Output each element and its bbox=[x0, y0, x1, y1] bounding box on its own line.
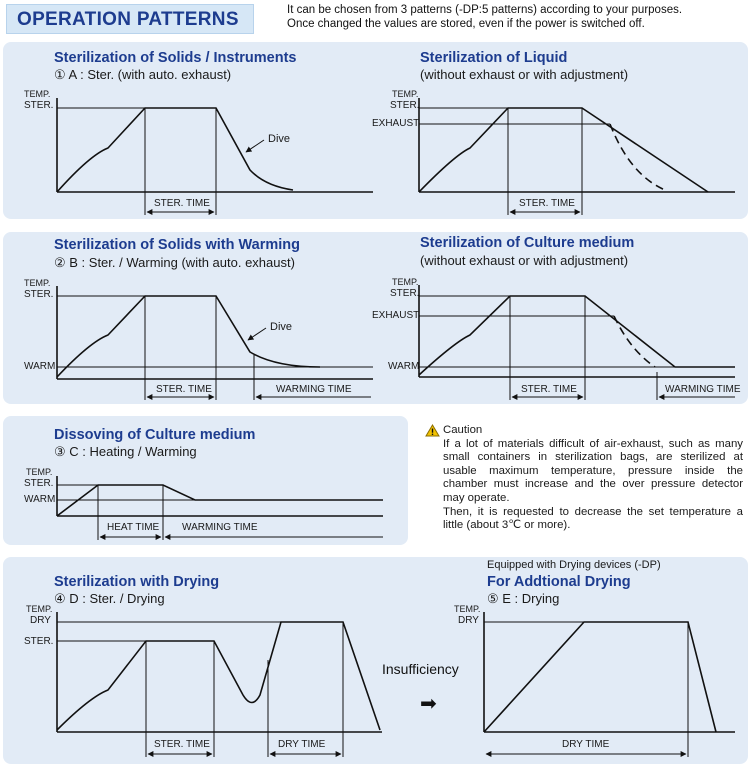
liquid-exhaust-label: EXHAUST bbox=[372, 118, 420, 129]
culture-subtitle: (without exhaust or with adjustment) bbox=[420, 253, 629, 268]
pattern-b-subtitle: ② B : Ster. / Warming (with auto. exhaust) bbox=[54, 255, 295, 270]
graph-c-ster-label: STER. bbox=[24, 478, 54, 489]
graph-e-dry-time: DRY TIME bbox=[562, 739, 610, 750]
graph-a-dive-label: Dive bbox=[268, 133, 291, 145]
graph-a-ster-label: STER. bbox=[24, 100, 54, 111]
pattern-a-title: Sterilization of Solids / Instruments bbox=[54, 50, 297, 66]
pattern-e-subtitle: ⑤ E : Drying bbox=[487, 591, 560, 606]
section-title: OPERATION PATTERNS bbox=[17, 9, 239, 30]
graph-a bbox=[57, 98, 373, 215]
graph-c-temp-label: TEMP. bbox=[26, 467, 53, 477]
graph-c-warming-time: WARMING TIME bbox=[182, 522, 258, 533]
liquid-title: Sterilization of Liquid bbox=[420, 50, 568, 66]
header-note-line2: Once changed the values are stored, even if the power is switched off. bbox=[287, 18, 645, 30]
liquid-temp-label: TEMP. bbox=[392, 89, 419, 99]
pattern-d-title: Sterilization with Drying bbox=[54, 574, 220, 590]
graph-d-ster-label: STER. bbox=[24, 636, 54, 647]
liquid-ster-label: STER. bbox=[390, 100, 420, 111]
graph-liquid bbox=[419, 98, 735, 215]
culture-warm-label: WARM bbox=[388, 361, 420, 372]
culture-temp-label: TEMP. bbox=[392, 277, 419, 287]
graph-d-temp-label: TEMP. bbox=[26, 604, 53, 614]
graph-d-dry-label: DRY bbox=[30, 615, 51, 626]
pattern-a-subtitle: ① A : Ster. (with auto. exhaust) bbox=[54, 67, 232, 82]
graph-a-ster-time: STER. TIME bbox=[154, 198, 210, 209]
graph-c-heat-time: HEAT TIME bbox=[107, 522, 160, 533]
culture-exhaust-label: EXHAUST bbox=[372, 310, 420, 321]
caution-body-2: Then, it is requested to decrease the set temperature a little (about 3℃ or more). bbox=[443, 505, 743, 532]
caution-heading: Caution bbox=[443, 424, 483, 436]
graph-a-temp-label: TEMP. bbox=[24, 89, 51, 99]
pattern-b-title: Sterilization of Solids with Warming bbox=[54, 237, 300, 253]
pattern-c-subtitle: ③ C : Heating / Warming bbox=[54, 444, 197, 459]
pattern-e-pre: Equipped with Drying devices (-DP) bbox=[487, 559, 661, 571]
graph-e bbox=[484, 612, 735, 757]
pattern-e-title: For Addtional Drying bbox=[487, 574, 631, 590]
graph-e-temp-label: TEMP. bbox=[454, 604, 481, 614]
graph-d bbox=[57, 612, 382, 757]
liquid-ster-time: STER. TIME bbox=[519, 198, 575, 209]
graph-e-dry-label: DRY bbox=[458, 615, 479, 626]
caution-note bbox=[425, 424, 743, 533]
caution-body: If a lot of materials difficult of air-exhaust, such as many small containers in sterilization bags, are sterilized at usable maximum temperature, pressure inside the chamber must increase and the over pressure detector may operate. bbox=[443, 437, 743, 504]
graph-d-ster-time: STER. TIME bbox=[154, 739, 210, 750]
pattern-d-subtitle: ④ D : Ster. / Drying bbox=[54, 591, 165, 606]
graph-c-warm-label: WARM bbox=[24, 494, 56, 505]
insufficiency-label: Insufficiency bbox=[382, 661, 459, 677]
graph-b-dive-label: Dive bbox=[270, 321, 293, 333]
graph-b-ster-time: STER. TIME bbox=[156, 384, 212, 395]
graph-d-dry-time: DRY TIME bbox=[278, 739, 326, 750]
graph-culture bbox=[419, 285, 735, 400]
culture-title: Sterilization of Culture medium bbox=[420, 235, 635, 251]
liquid-subtitle: (without exhaust or with adjustment) bbox=[420, 67, 629, 82]
graph-b-temp-label: TEMP. bbox=[24, 278, 51, 288]
graph-b-ster-label: STER. bbox=[24, 289, 54, 300]
pattern-c-title: Dissoving of Culture medium bbox=[54, 427, 256, 443]
culture-ster-label: STER. bbox=[390, 288, 420, 299]
right-arrow-icon: ➡ bbox=[420, 693, 437, 715]
culture-warming-time: WARMING TIME bbox=[665, 384, 741, 395]
graph-b-warm-label: WARM bbox=[24, 361, 56, 372]
header-note-line1: It can be chosen from 3 patterns (-DP:5 patterns) according to your purposes. bbox=[287, 4, 683, 16]
graph-b-warming-time: WARMING TIME bbox=[276, 384, 352, 395]
warning-triangle-icon bbox=[425, 424, 440, 437]
culture-ster-time: STER. TIME bbox=[521, 384, 577, 395]
graph-b bbox=[57, 286, 373, 400]
